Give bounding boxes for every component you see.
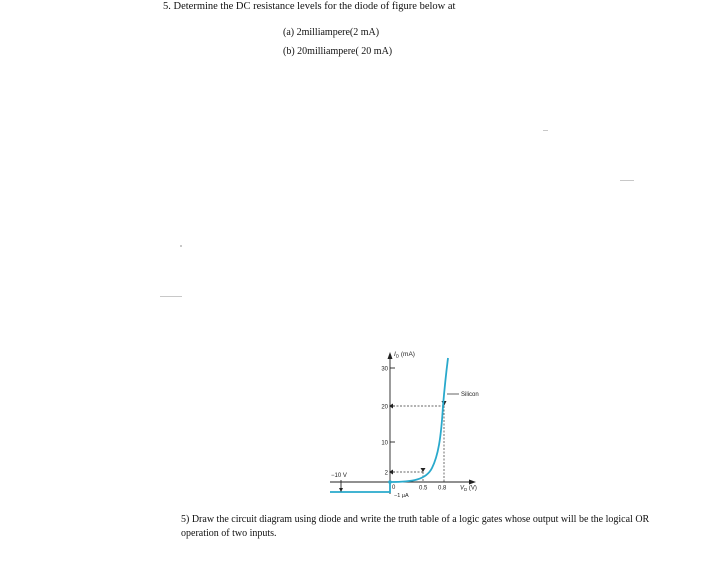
- x-tick-label: 0.8: [438, 485, 447, 492]
- origin-dot: [388, 480, 392, 484]
- scan-artifact: [543, 130, 548, 131]
- next-question-text: 5) Draw the circuit diagram using diode and write the truth table of a logic gates whose output will be the logical OR operation of two inputs.: [181, 514, 650, 539]
- y-tick-label: 20: [381, 404, 388, 411]
- arrow-head: [421, 468, 426, 472]
- question-heading: 5. Determine the DC resistance levels for the diode of figure below at: [163, 1, 456, 12]
- x-axis-label: $V_D$ (V): [460, 485, 477, 492]
- y-tick-label: 30: [381, 366, 388, 373]
- scan-artifact: [160, 296, 182, 297]
- y-axis-label: $I_D$ (mA): [394, 351, 415, 359]
- origin-label: 0: [392, 485, 396, 491]
- leakage-current-label: −1 µA: [394, 493, 409, 499]
- x-tick-label: 0.5: [419, 485, 428, 492]
- part-b-text: (b) 20milliampere( 20 mA): [283, 46, 393, 57]
- silicon-curve: [330, 358, 448, 492]
- y-tick-label: 10: [381, 440, 388, 447]
- neg-voltage-label: −10 V: [331, 473, 347, 479]
- scan-artifact: [620, 180, 634, 181]
- diode-characteristic-figure: [330, 344, 492, 502]
- silicon-label: Silicon: [461, 392, 479, 398]
- scan-artifact: [180, 245, 182, 247]
- y-tick-label: 2: [384, 470, 388, 477]
- diode-characteristic-plot: [330, 344, 492, 502]
- part-a-text: (a) 2milliampere(2 mA): [283, 27, 380, 38]
- x-axis-arrow: [469, 480, 476, 485]
- y-axis-arrow: [388, 352, 393, 359]
